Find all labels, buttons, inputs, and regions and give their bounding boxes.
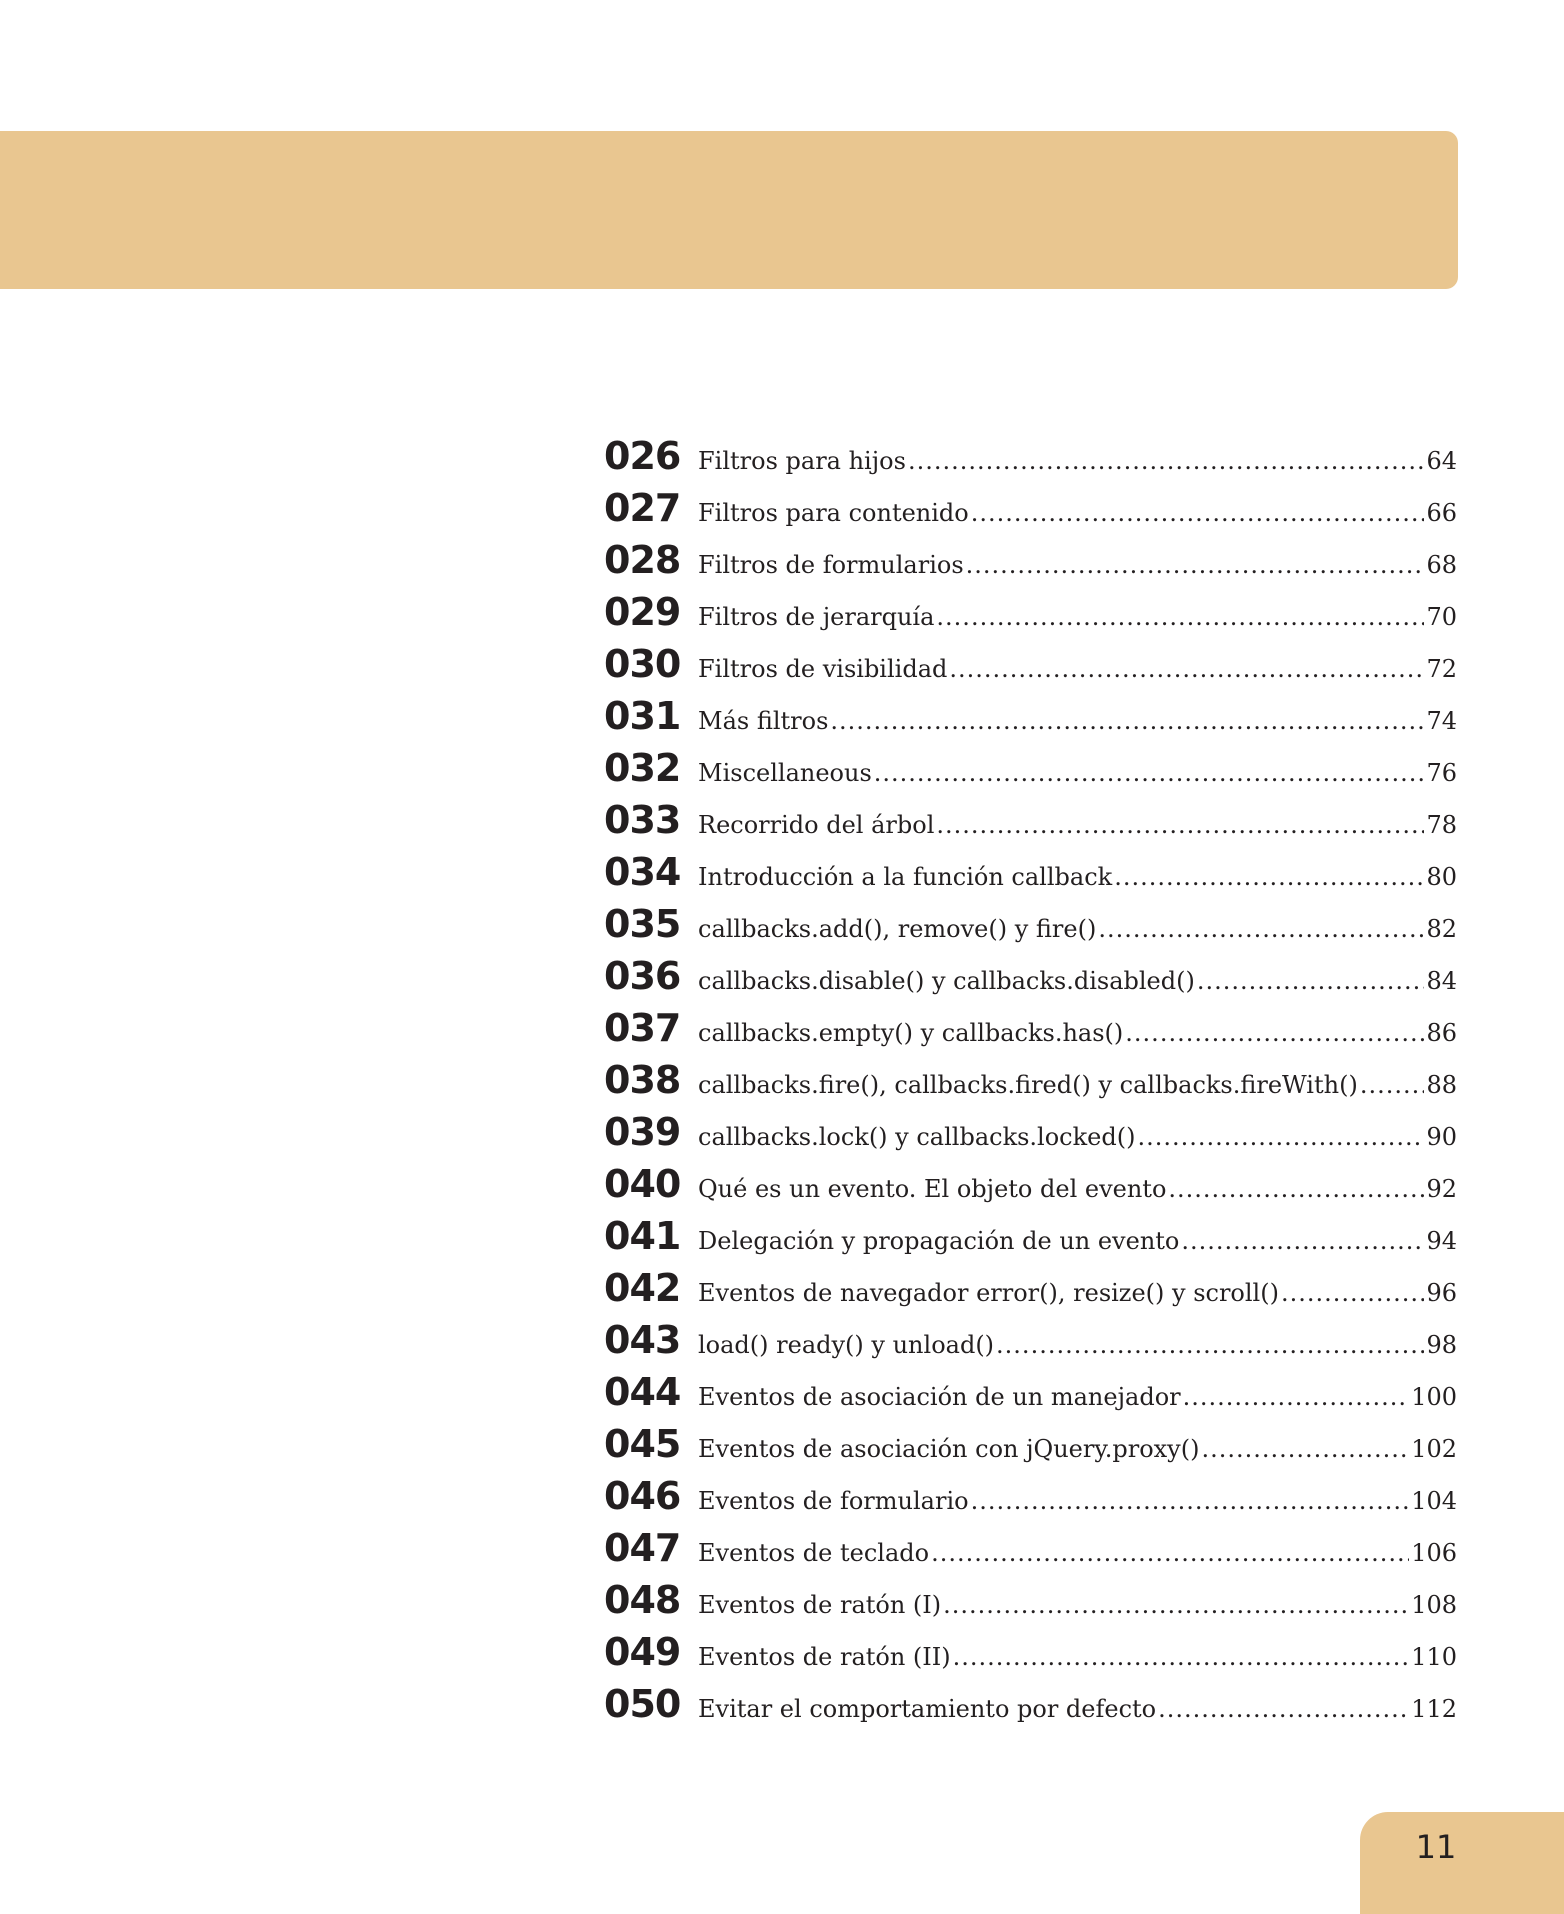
toc-entry (604, 850, 1457, 902)
toc-dot-leader (1168, 1175, 1424, 1203)
toc-dot-leader (953, 1643, 1410, 1671)
toc-entry-title: callbacks.lock() y callbacks.locked() (698, 1123, 1136, 1151)
toc-entry-page: 68 (1426, 551, 1457, 579)
toc-entry-page: 94 (1426, 1227, 1457, 1255)
toc-entry-page: 98 (1426, 1331, 1457, 1359)
toc-dot-leader (908, 447, 1425, 475)
toc-entry-page: 100 (1411, 1383, 1457, 1411)
toc-entry-title: load() ready() y unload() (698, 1331, 995, 1359)
toc-entry (604, 1474, 1457, 1526)
toc-entry-page: 96 (1426, 1279, 1457, 1307)
toc-dot-leader (1360, 1071, 1425, 1099)
toc-entry-number: 038 (604, 1058, 681, 1102)
toc-entry (604, 1370, 1457, 1422)
toc-entry-page: 82 (1426, 915, 1457, 943)
toc-entry (604, 1058, 1457, 1110)
toc-entry-page: 110 (1411, 1643, 1457, 1671)
toc-entry (604, 590, 1457, 642)
toc-entry-title: Evitar el comportamiento por defecto (698, 1695, 1157, 1723)
toc-entry-title: Eventos de formulario (698, 1487, 969, 1515)
toc-entry (604, 1006, 1457, 1058)
toc-entry-title: Eventos de navegador error(), resize() y scroll() (698, 1279, 1279, 1307)
header-band (0, 131, 1458, 289)
toc-entry (604, 1318, 1457, 1370)
toc-dot-leader (1181, 1227, 1424, 1255)
toc-entry-title: Miscellaneous (698, 759, 872, 787)
toc-entry-number: 045 (604, 1422, 681, 1466)
table-of-contents (604, 434, 1457, 1734)
toc-entry-page: 72 (1426, 655, 1457, 683)
toc-dot-leader (943, 1591, 1409, 1619)
toc-entry-title: Qué es un evento. El objeto del evento (698, 1175, 1167, 1203)
toc-entry (604, 1578, 1457, 1630)
toc-entry-page: 70 (1426, 603, 1457, 631)
toc-entry (604, 434, 1457, 486)
toc-entry-page: 76 (1426, 759, 1457, 787)
toc-entry-title: Eventos de teclado (698, 1539, 930, 1567)
toc-entry-page: 84 (1426, 967, 1457, 995)
toc-entry-number: 030 (604, 642, 681, 686)
toc-entry-number: 027 (604, 486, 681, 530)
toc-dot-leader (949, 655, 1424, 683)
toc-entry-title: callbacks.empty() y callbacks.has() (698, 1019, 1124, 1047)
toc-entry (604, 694, 1457, 746)
toc-entry (604, 902, 1457, 954)
toc-entry-page: 66 (1426, 499, 1457, 527)
toc-entry-number: 040 (604, 1162, 681, 1206)
toc-entry-number: 049 (604, 1630, 681, 1674)
toc-entry-number: 035 (604, 902, 681, 946)
toc-entry-title: Filtros de formularios (698, 551, 964, 579)
toc-entry-number: 034 (604, 850, 681, 894)
toc-dot-leader (1197, 967, 1425, 995)
toc-dot-leader (1201, 1435, 1409, 1463)
toc-entry-title: Introducción a la función callback (698, 863, 1113, 891)
toc-dot-leader (996, 1331, 1424, 1359)
toc-dot-leader (1098, 915, 1424, 943)
toc-entry-number: 042 (604, 1266, 681, 1310)
toc-entry-title: Delegación y propagación de un evento (698, 1227, 1180, 1255)
toc-entry-number: 026 (604, 434, 681, 478)
toc-entry-title: callbacks.add(), remove() y fire() (698, 915, 1097, 943)
toc-entry-number: 043 (604, 1318, 681, 1362)
toc-entry (604, 1214, 1457, 1266)
toc-entry-number: 039 (604, 1110, 681, 1154)
toc-entry-title: Eventos de ratón (II) (698, 1643, 951, 1671)
toc-dot-leader (936, 603, 1424, 631)
toc-entry-number: 050 (604, 1682, 681, 1726)
toc-entry-page: 78 (1426, 811, 1457, 839)
toc-entry (604, 486, 1457, 538)
toc-entry (604, 1526, 1457, 1578)
toc-entry-page: 64 (1426, 447, 1457, 475)
toc-entry-title: Eventos de asociación con jQuery.proxy() (698, 1435, 1200, 1463)
toc-dot-leader (966, 551, 1425, 579)
toc-dot-leader (1281, 1279, 1424, 1307)
toc-entry (604, 1422, 1457, 1474)
toc-entry-number: 029 (604, 590, 681, 634)
toc-entry (604, 538, 1457, 590)
toc-entry-title: Recorrido del árbol (698, 811, 935, 839)
toc-entry (604, 798, 1457, 850)
toc-entry-title: Eventos de ratón (I) (698, 1591, 942, 1619)
toc-entry-title: Más filtros (698, 707, 829, 735)
toc-entry-page: 86 (1426, 1019, 1457, 1047)
page-number: 11 (1415, 1828, 1457, 1866)
toc-entry-number: 033 (604, 798, 681, 842)
toc-entry-number: 028 (604, 538, 681, 582)
toc-entry-page: 106 (1411, 1539, 1457, 1567)
toc-entry-title: Filtros para contenido (698, 499, 969, 527)
toc-dot-leader (936, 811, 1424, 839)
toc-dot-leader (830, 707, 1424, 735)
toc-entry (604, 1162, 1457, 1214)
toc-entry-page: 74 (1426, 707, 1457, 735)
toc-entry-page: 104 (1411, 1487, 1457, 1515)
toc-entry-page: 112 (1411, 1695, 1457, 1723)
toc-dot-leader (971, 1487, 1410, 1515)
toc-entry-number: 046 (604, 1474, 681, 1518)
toc-entry-number: 031 (604, 694, 681, 738)
toc-entry (604, 642, 1457, 694)
toc-dot-leader (931, 1539, 1409, 1567)
toc-entry-number: 037 (604, 1006, 681, 1050)
toc-entry-title: callbacks.fire(), callbacks.fired() y callbacks.fireWith() (698, 1071, 1358, 1099)
toc-dot-leader (874, 759, 1425, 787)
toc-dot-leader (1183, 1383, 1410, 1411)
toc-entry (604, 1110, 1457, 1162)
toc-entry-title: callbacks.disable() y callbacks.disabled() (698, 967, 1195, 995)
toc-entry (604, 746, 1457, 798)
toc-entry-title: Filtros de visibilidad (698, 655, 948, 683)
toc-dot-leader (1158, 1695, 1409, 1723)
toc-entry-title: Filtros para hijos (698, 447, 906, 475)
toc-entry-number: 036 (604, 954, 681, 998)
toc-entry (604, 1266, 1457, 1318)
toc-entry (604, 954, 1457, 1006)
toc-entry-page: 90 (1426, 1123, 1457, 1151)
toc-entry-number: 032 (604, 746, 681, 790)
toc-entry-number: 044 (604, 1370, 681, 1414)
toc-dot-leader (1137, 1123, 1424, 1151)
toc-entry-number: 048 (604, 1578, 681, 1622)
toc-dot-leader (1125, 1019, 1424, 1047)
toc-entry-page: 92 (1426, 1175, 1457, 1203)
toc-entry-page: 108 (1411, 1591, 1457, 1619)
toc-entry-number: 041 (604, 1214, 681, 1258)
toc-entry (604, 1630, 1457, 1682)
toc-entry-title: Filtros de jerarquía (698, 603, 935, 631)
toc-entry (604, 1682, 1457, 1734)
toc-entry-page: 80 (1426, 863, 1457, 891)
toc-dot-leader (1114, 863, 1424, 891)
toc-dot-leader (971, 499, 1425, 527)
toc-entry-number: 047 (604, 1526, 681, 1570)
toc-entry-page: 88 (1426, 1071, 1457, 1099)
toc-entry-title: Eventos de asociación de un manejador (698, 1383, 1181, 1411)
toc-entry-page: 102 (1411, 1435, 1457, 1463)
